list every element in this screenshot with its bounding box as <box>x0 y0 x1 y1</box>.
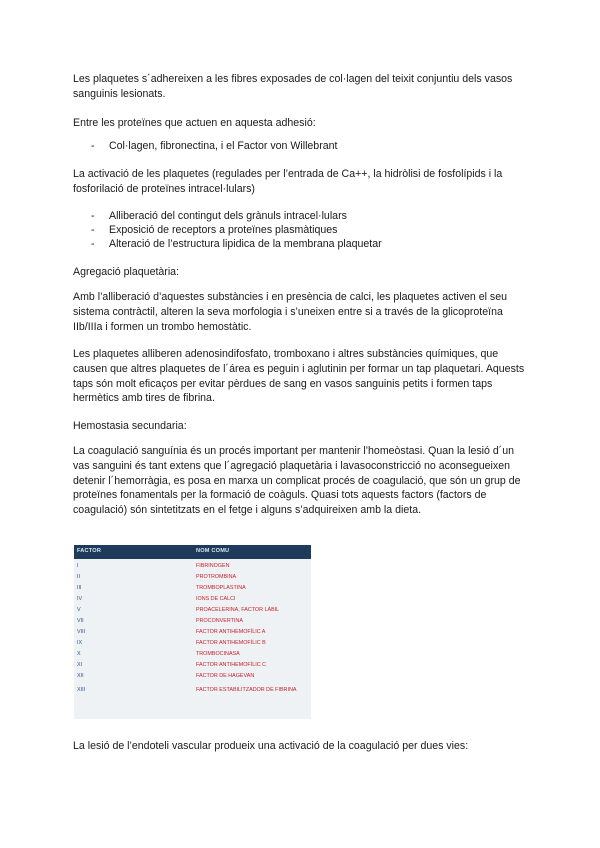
paragraph-proteines: Entre les proteïnes que actuen en aquesta adhesió: <box>73 117 316 129</box>
factor-cell: III <box>77 585 82 591</box>
table-row <box>74 605 311 616</box>
table-row <box>74 616 311 627</box>
factor-cell: IV <box>77 596 83 602</box>
factor-cell: XI <box>77 662 83 668</box>
header-factor: FACTOR <box>77 548 102 554</box>
table-row <box>74 594 311 605</box>
name-cell: FACTOR ANTIHEMOFÍLIC C <box>196 662 266 668</box>
list-bullet: - <box>91 238 95 250</box>
name-cell: FACTOR ANTIHEMOFÍLIC A <box>196 629 266 635</box>
list-bullet: - <box>91 210 95 222</box>
list-item-text: Exposició de receptors a proteïnes plasmàtiques <box>109 224 338 236</box>
factor-cell: II <box>77 574 80 580</box>
list-item-text: Alteració de l’estructura lipidica de la membrana plaquetar <box>109 238 382 250</box>
paragraph-coagulacio: La coagulació sanguínia és un procés important per mantenir l’homeòstasi. Quan la lesió d´un vas sanguini és tant extens que l´agregació plaquetària i lavasoconstricció no aconsegueixen detenir l´hemorràgia, es posa en marxa un complicat procés de coagulació, que són un grup de proteïnes fonamentals per la formació de coàguls. Quasi tots aquests factors (factors de coagulació) són sintetitzats en el fetge i alguns s’adquireixen amb la dieta. <box>73 445 521 517</box>
paragraph-activacio: La activació de les plaquetes (regulades per l’entrada de Ca++, la hidròlisi de fosfolípids i la fosforilació de proteïnes intracel·lulars) <box>73 168 503 195</box>
factor-cell: IX <box>77 640 83 646</box>
factor-cell: XII <box>77 673 84 679</box>
table-row <box>74 638 311 649</box>
name-cell: TROMBOCINASA <box>196 651 240 657</box>
heading-hemostasia: Hemostasia secundaria: <box>73 420 187 432</box>
name-cell: PROCONVERTINA <box>196 618 243 624</box>
factor-cell: VIII <box>77 629 86 635</box>
table-row <box>74 649 311 660</box>
name-cell: FACTOR ANTIHEMOFÍLIC B <box>196 640 266 646</box>
paragraph-adhesio-intro: Les plaquetes s´adhereixen a les fibres exposades de col·lagen del teixit conjuntiu dels vasos sanguinis lesionats. <box>73 73 513 100</box>
paragraph-alliberen: Les plaquetes alliberen adenosindifosfato, tromboxano i altres substàncies químiques, que causen que altres plaquetes de l´área es peguin i aglutinin per formar un tap plaquetari. Aquests taps són molt eficaços per evitar pèrdues de sang en vasos sanguinis petits i formen taps hermètics amb tires de fibrina. <box>73 348 525 405</box>
name-cell: IONS DE CALCI <box>196 596 236 602</box>
name-cell: FIBRINOGEN <box>196 563 230 569</box>
coagulation-factor-table <box>74 545 311 719</box>
factor-cell: I <box>77 563 79 569</box>
paragraph-agregacio: Amb l’alliberació d’aquestes substàncies i en presència de calci, les plaquetes activen el seu sistema contràctil, alteren la seva morfologia i s’uneixen entre si a través de la glicoproteïna IIb/IIIa i formen un trombo hemostàtic. <box>73 291 508 333</box>
name-cell: FACTOR DE HAGEVAN <box>196 673 255 679</box>
table-row <box>74 561 311 572</box>
table-row <box>74 627 311 638</box>
list-item-text: Alliberació del contingut dels grànuls intracel·lulars <box>109 210 347 222</box>
name-cell: FACTOR ESTABILITZADOR DE FIBRINA <box>196 687 297 693</box>
table-row <box>74 660 311 671</box>
list-item-text: Col·lagen, fibronectina, i el Factor von Willebrant <box>109 140 338 152</box>
factor-cell: VII <box>77 618 84 624</box>
list-bullet: - <box>91 140 95 152</box>
heading-agregacio: Agregació plaquetària: <box>73 266 180 278</box>
table-row <box>74 671 311 682</box>
table-row <box>74 583 311 594</box>
factor-cell: V <box>77 607 81 613</box>
factor-cell: XIII <box>77 687 86 693</box>
table-row <box>74 572 311 583</box>
paragraph-lesio-endoteli: La lesió de l’endoteli vascular produeix una activació de la coagulació per dues vies: <box>73 740 469 752</box>
list-bullet: - <box>91 224 95 236</box>
name-cell: TROMBOPLASTINA <box>196 585 246 591</box>
factor-cell: X <box>77 651 81 657</box>
header-nom-comu: NOM COMU <box>196 548 230 554</box>
table-row <box>74 685 311 703</box>
table-header <box>74 545 311 559</box>
name-cell: PROTROMBINA <box>196 574 237 580</box>
name-cell: PROACELERINA, FACTOR LÀBIL <box>196 607 280 613</box>
